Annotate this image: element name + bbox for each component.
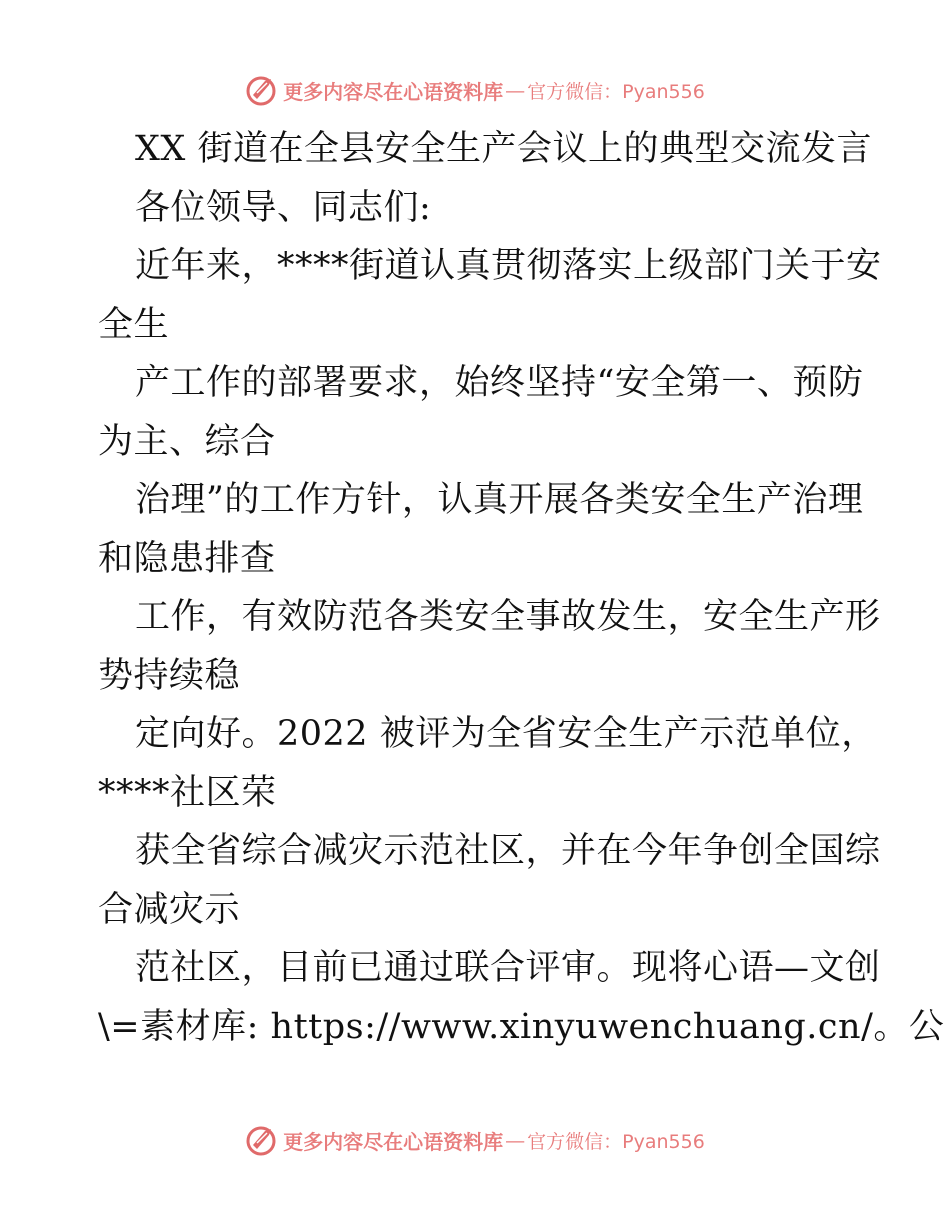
paragraph-line: 获全省综合减灾示范社区，并在今年争创全国综 [135,831,881,871]
paragraph-line: 定向好。2022 被评为全省安全生产示范单位， [135,714,877,754]
logo-icon [245,73,279,107]
footer-banner [0,1120,950,1160]
paragraph-line: 合减灾示 [98,889,241,930]
paragraph-line: 治理”的工作方针，认真开展各类安全生产治理 [135,480,864,520]
paragraph-line: \=素材库: https://www.xinyuwenchuang.cn/。公 [98,1006,945,1047]
salutation: 各位领导、同志们: [135,187,432,228]
banner-slogan: 更多内容尽在心语资料库 [283,79,504,104]
paragraph-line: ****社区荣 [98,772,277,813]
banner-slogan: 更多内容尽在心语资料库 [283,1129,504,1154]
paragraph-line: 为主、综合 [98,421,276,462]
header-banner [0,70,950,110]
paragraph-line: 势持续稳 [98,655,241,696]
paragraph-line: 和隐患排查 [98,538,276,579]
paragraph-line: 产工作的部署要求，始终坚持“安全第一、预防 [135,363,864,403]
paragraph-line: 工作，有效防范各类安全事故发生，安全生产形 [135,597,881,637]
banner-dash: — [505,78,526,102]
document-body [98,120,945,1056]
banner-contact: 官方微信：Pyan556 [527,1130,705,1153]
document-title: XX 街道在全县安全生产会议上的典型交流发言 [135,129,872,169]
paragraph-line: 范社区，目前已通过联合评审。现将心语—文创 [135,948,881,988]
paragraph-line: 全生 [98,304,170,345]
banner-contact: 官方微信：Pyan556 [527,80,705,103]
logo-icon [245,1123,279,1157]
banner-dash: — [505,1128,526,1152]
paragraph-line: 近年来，****街道认真贯彻落实上级部门关于安 [135,246,882,286]
